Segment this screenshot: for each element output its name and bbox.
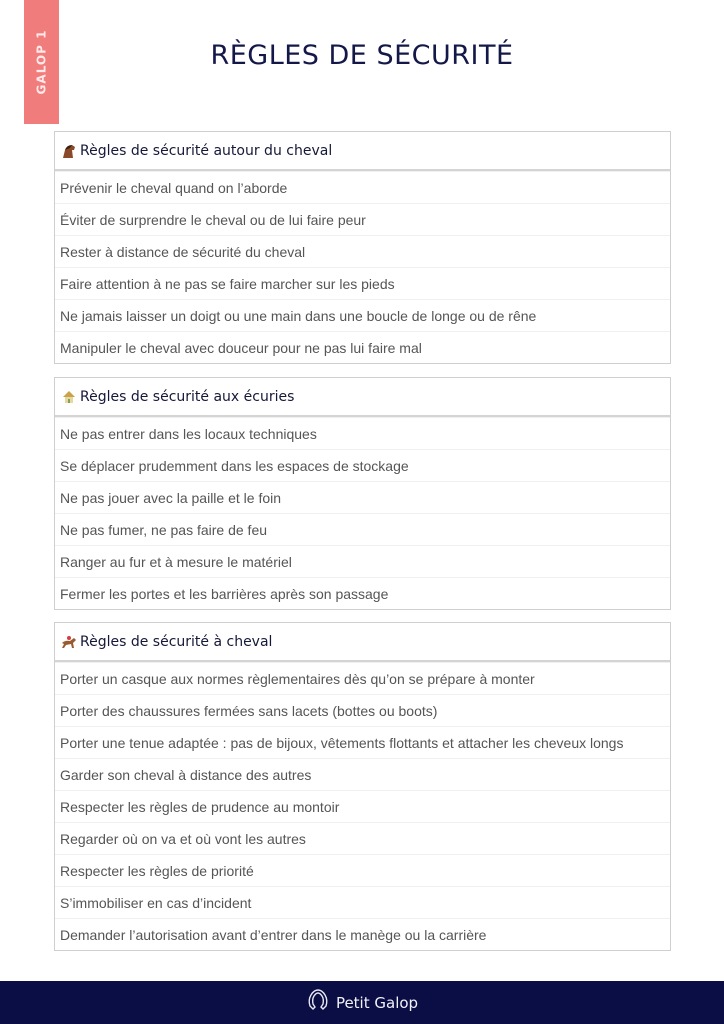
list-item: Se déplacer prudemment dans les espaces de stockage: [55, 449, 670, 481]
horseshoe-icon: [306, 988, 330, 1017]
section-header: [55, 132, 670, 171]
section-card-riding: [54, 622, 671, 951]
list-item: Prévenir le cheval quand on l’aborde: [55, 171, 670, 203]
section-card-horse: [54, 131, 671, 364]
list-item: Faire attention à ne pas se faire marcher sur les pieds: [55, 267, 670, 299]
list-item: Fermer les portes et les barrières après son passage: [55, 577, 670, 609]
list-item: Éviter de surprendre le cheval ou de lui faire peur: [55, 203, 670, 235]
list-item: Porter une tenue adaptée : pas de bijoux, vêtements flottants et attacher les cheveux longs: [55, 726, 670, 758]
list-item: Ne pas jouer avec la paille et le foin: [55, 481, 670, 513]
section-header: [55, 378, 670, 417]
section-header: [55, 623, 670, 662]
list-item: Ne jamais laisser un doigt ou une main dans une boucle de longe ou de rêne: [55, 299, 670, 331]
horse-racing-icon: [61, 634, 77, 650]
section-card-stables: [54, 377, 671, 610]
list-item: Ne pas entrer dans les locaux techniques: [55, 417, 670, 449]
footer: [0, 981, 724, 1024]
list-item: S’immobiliser en cas d’incident: [55, 886, 670, 918]
house-icon: [61, 389, 77, 405]
list-item: Porter un casque aux normes règlementaires dès qu’on se prépare à monter: [55, 662, 670, 694]
horse-head-icon: [61, 143, 77, 159]
brand-name: Petit Galop: [335, 993, 419, 1012]
galop-level-label: GALOP 1: [34, 29, 49, 95]
list-item: Demander l’autorisation avant d’entrer dans le manège ou la carrière: [55, 918, 670, 950]
section-title: Règles de sécurité à cheval: [80, 633, 273, 650]
list-item: Porter des chaussures fermées sans lacets (bottes ou boots): [55, 694, 670, 726]
list-item: Garder son cheval à distance des autres: [55, 758, 670, 790]
list-item: Manipuler le cheval avec douceur pour ne pas lui faire mal: [55, 331, 670, 363]
list-item: Respecter les règles de prudence au montoir: [55, 790, 670, 822]
list-item: Ne pas fumer, ne pas faire de feu: [55, 513, 670, 545]
section-title: Règles de sécurité aux écuries: [80, 388, 295, 405]
section-title: Règles de sécurité autour du cheval: [80, 142, 333, 159]
page-title: RÈGLES DE SÉCURITÉ: [210, 40, 514, 71]
list-item: Respecter les règles de priorité: [55, 854, 670, 886]
list-item: Rester à distance de sécurité du cheval: [55, 235, 670, 267]
list-item: Ranger au fur et à mesure le matériel: [55, 545, 670, 577]
list-item: Regarder où on va et où vont les autres: [55, 822, 670, 854]
